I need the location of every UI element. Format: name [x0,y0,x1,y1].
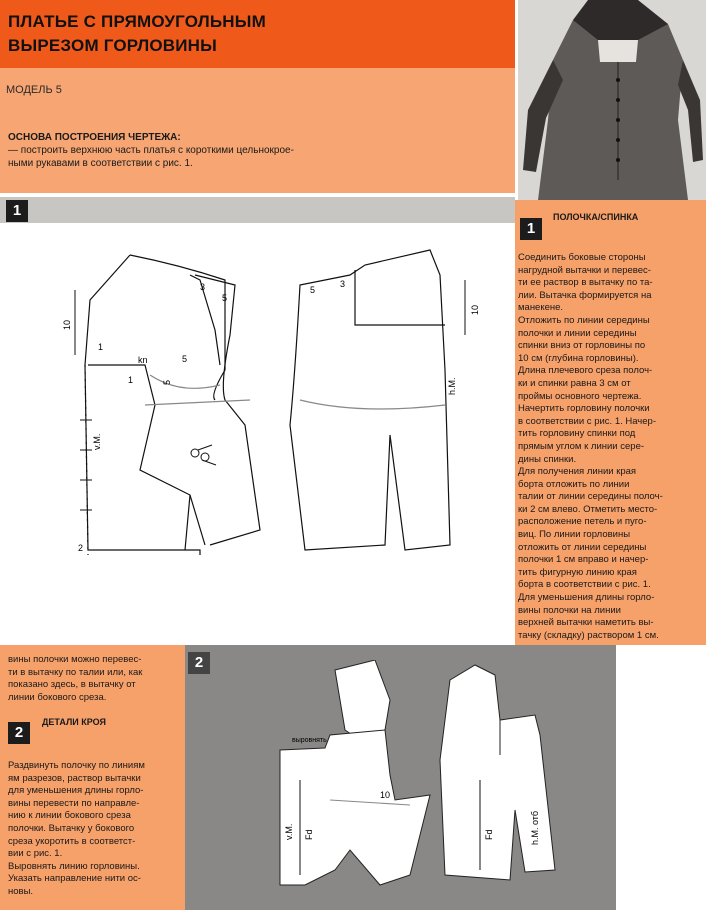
figure2-pattern [270,660,570,900]
figure1-pattern [60,225,510,575]
section1-heading: ПОЛОЧКА/СПИНКА [553,212,639,222]
section1-number: 1 [520,218,542,240]
fig1-label-5-back: 5 [310,285,316,295]
section2-heading: ДЕТАЛИ КРОЯ [42,717,106,727]
fig2-label-hm: h.M. отб [530,810,540,845]
fig1-label-10-right: 10 [470,304,480,315]
fig1-label-5-dart: 5 [182,354,188,364]
model-band [0,68,515,108]
fig1-label-2: 2 [78,543,84,553]
fig1-label-hm: h.M. [447,377,457,395]
section2-number: 2 [8,722,30,744]
figure1-number: 1 [6,200,28,222]
fig2-label-fd-left: Fd [304,829,314,840]
fig2-label-fd-right: Fd [484,829,494,840]
fig1-label-3-back: 3 [340,279,346,289]
scissors-icon [191,445,216,465]
model-label: МОДЕЛЬ 5 [6,84,62,96]
section1-text: Соединить боковые стороны нагрудной вытачки и перевес- ти ее раствор в вытачку по та- лии. Вытачка формируется на манекене. Отложить по линии середины полочки и линии середины спинки вниз от горловины по 10 см (глубина горловины). Длина плечевого среза полоч- ки и спинки равна 3 см от проймы основного чертежа. Начертить горловину полочки в соответствии с рис. 1. Начер- тить горловину спинки под прямым углом к линии сере- дины спинки. Для получения линии края борта отложить по линии талии от линии середины полоч- ки 2 см влево. Отметить место- расположение петель и пуго- виц. По линии горловины отложить от линии середины полочки 1 см вправо и начер- тить фигурную линию края борта в соответствии с рис. 1. Для уменьшения длины горло- вины полочки на линии верхней вытачки наметить вы- тачку (складку) раствором 1 см. [518,252,663,641]
page-title: ПЛАТЬЕ С ПРЯМОУГОЛЬНЫМ ВЫРЕЗОМ ГОРЛОВИНЫ [8,12,266,55]
fig1-label-1-mid: 1 [128,375,134,385]
fig1-label-vm: v.M. [92,433,102,450]
basis-text: — построить верхнюю часть платья с короткими цельнокрое- ными рукавами в соответствии с рис. 1. [8,145,294,169]
fig2-label-10: 10 [380,790,391,800]
continuation-text: вины полочки можно перевес- ти в вытачку по талии или, как показано здесь, в вытачку от линии бокового среза. [8,654,143,703]
figure2-number: 2 [188,652,210,674]
section2-text: Раздвинуть полочку по линиям ям разрезов, раствор вытачки для уменьшения длины горло- вины перевести по направле- нию к линии бокового среза полочки. Вытачку у бокового среза укоротить в соответст- вии с рис. 1. Выровнять линию горловины. Указать направление нити ос- новы. [8,760,145,897]
fig1-label-kn: kn [138,355,148,365]
fig1-label-3-front: 3 [200,282,206,292]
dress-photo [518,0,706,200]
figure1-strip [0,197,515,223]
fig2-label-vyrovnyat: выровнять [292,737,327,744]
fig2-label-vm: v.M. [284,823,294,840]
fig1-label-5-front: 5 [222,293,228,303]
basis-heading: ОСНОВА ПОСТРОЕНИЯ ЧЕРТЕЖА: [8,132,181,143]
fig1-label-1-top: 1 [98,342,104,352]
fig1-label-10-left: 10 [62,319,72,330]
fig1-label-5-vert: 5 [162,379,172,385]
